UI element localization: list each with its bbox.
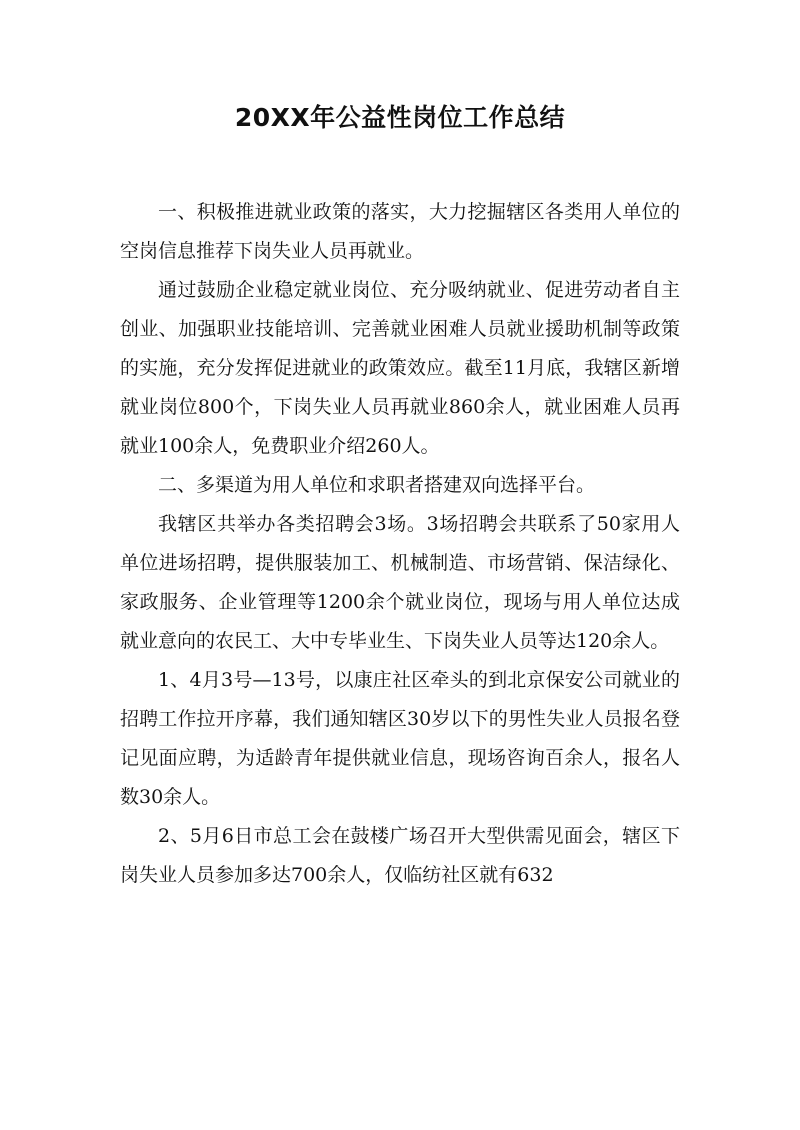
document-body (120, 193, 680, 895)
paragraph-4: 我辖区共举办各类招聘会3场。3场招聘会共联系了50家用人单位进场招聘，提供服装加工、机械制造、市场营销、保洁绿化、家政服务、企业管理等1200余个就业岗位，现场与用人单位达成就业意向的农民工、大中专毕业生、下岗失业人员等达120余人。 (120, 513, 680, 652)
document-title: 20XX年公益性岗位工作总结 (234, 103, 566, 132)
paragraph-5: 1、4月3号—13号，以康庄社区牵头的到北京保安公司就业的招聘工作拉开序幕，我们通知辖区30岁以下的男性失业人员报名登记见面应聘，为适龄青年提供就业信息，现场咨询百余人，报名人数30余人。 (120, 669, 680, 808)
paragraph-3: 二、多渠道为用人单位和求职者搭建双向选择平台。 (158, 474, 596, 496)
paragraph-1: 一、积极推进就业政策的落实，大力挖掘辖区各类用人单位的空岗信息推荐下岗失业人员再就业。 (120, 201, 680, 262)
paragraph-6: 2、5月6日市总工会在鼓楼广场召开大型供需见面会，辖区下岗失业人员参加多达700余人，仅临纺社区就有632 (120, 825, 680, 886)
paragraph-2: 通过鼓励企业稳定就业岗位、充分吸纳就业、促进劳动者自主创业、加强职业技能培训、完善就业困难人员就业援助机制等政策的实施，充分发挥促进就业的政策效应。截至11月底，我辖区新增就业岗位800个，下岗失业人员再就业860余人，就业困难人员再就业100余人，免费职业介绍260人。 (120, 279, 680, 457)
